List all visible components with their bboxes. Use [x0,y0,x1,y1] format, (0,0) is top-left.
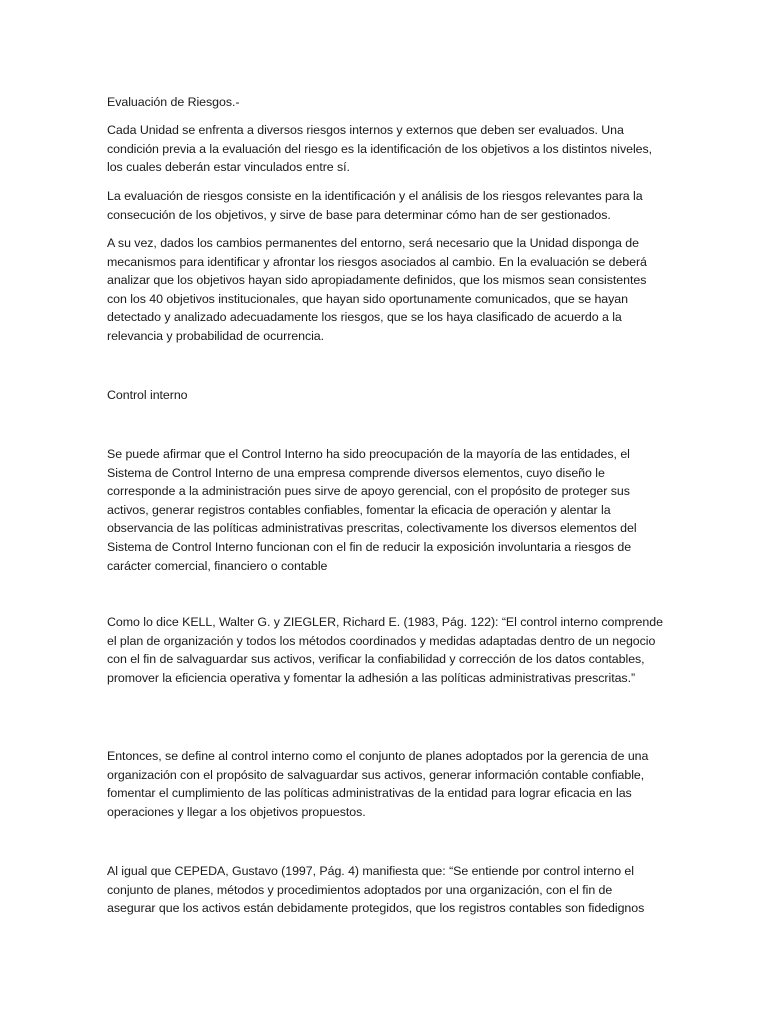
paragraph-cambios-entorno: A su vez, dados los cambios permanentes del entorno, será necesario que la Unidad disponga de mecanismos para identificar y afrontar los riesgos asociados al cambio. En la evaluación se deberá analizar que los objetivos hayan sido apropiadamente definidos, que los mismos sean consistentes con los 40 objetivos institucionales, que hayan sido oportunamente comunicados, que se hayan detectado y analizado adecuadamente los riesgos, que se los haya clasificado de acuerdo a la relevancia y probabilidad de ocurrencia. [107,236,647,343]
section-heading-evaluacion-de-riesgos: Evaluación de Riesgos.- [107,95,240,109]
paragraph-unidad-riesgos: Cada Unidad se enfrenta a diversos riesgos internos y externos que deben ser evaluados. Una condición previa a la evaluación del riesgo es la identificación de los objetivos a los distintos niveles, los cuales deberán estar vinculados entre sí. [107,123,653,175]
paragraph-control-interno-entidades: Se puede afirmar que el Control Interno ha sido preocupación de la mayoría de las entidades, el Sistema de Control Interno de una empresa comprende diversos elementos, cuyo diseño le corresponde a la administración pues sirve de apoyo gerencial, con el propósito de proteger sus activos, generar registros contables confiables, fomentar la eficacia de operación y alentar la observancia de las políticas administrativas prescritas, colectivamente los diversos elementos del Sistema de Control Interno funcionan con el fin de reducir la exposición involuntaria a riesgos de carácter comercial, financiero o contable [107,447,637,573]
section-heading-control-interno: Control interno [107,388,188,402]
paragraph-evaluacion-definicion: La evaluación de riesgos consiste en la identificación y el análisis de los riesgos relevantes para la consecución de los objetivos, y sirve de base para determinar cómo han de ser gestionados. [107,189,643,222]
paragraph-cita-kell-ziegler: Como lo dice KELL, Walter G. y ZIEGLER, Richard E. (1983, Pág. 122): “El control interno comprende el plan de organización y todos los métodos coordinados y medidas adaptadas dentro de un negocio con el fin de salvaguardar sus activos, verificar la confiabilidad y corrección de los datos contables, promover la eficiencia operativa y fomentar la adhesión a las políticas administrativas prescritas.” [107,615,663,685]
paragraph-cita-cepeda: Al igual que CEPEDA, Gustavo (1997, Pág. 4) manifiesta que: “Se entiende por control interno el conjunto de planes, métodos y procedimientos adoptados por una organización, con el fin de asegurar que los activos están debidamente protegidos, que los registros contables son fidedignos [107,864,645,916]
paragraph-definicion-control-interno: Entonces, se define al control interno como el conjunto de planes adoptados por la gerencia de una organización con el propósito de salvaguardar sus activos, generar información contable confiable, fomentar el cumplimiento de las políticas administrativas de la entidad para lograr eficacia en las operaciones y llegar a los objetivos propuestos. [107,749,649,819]
